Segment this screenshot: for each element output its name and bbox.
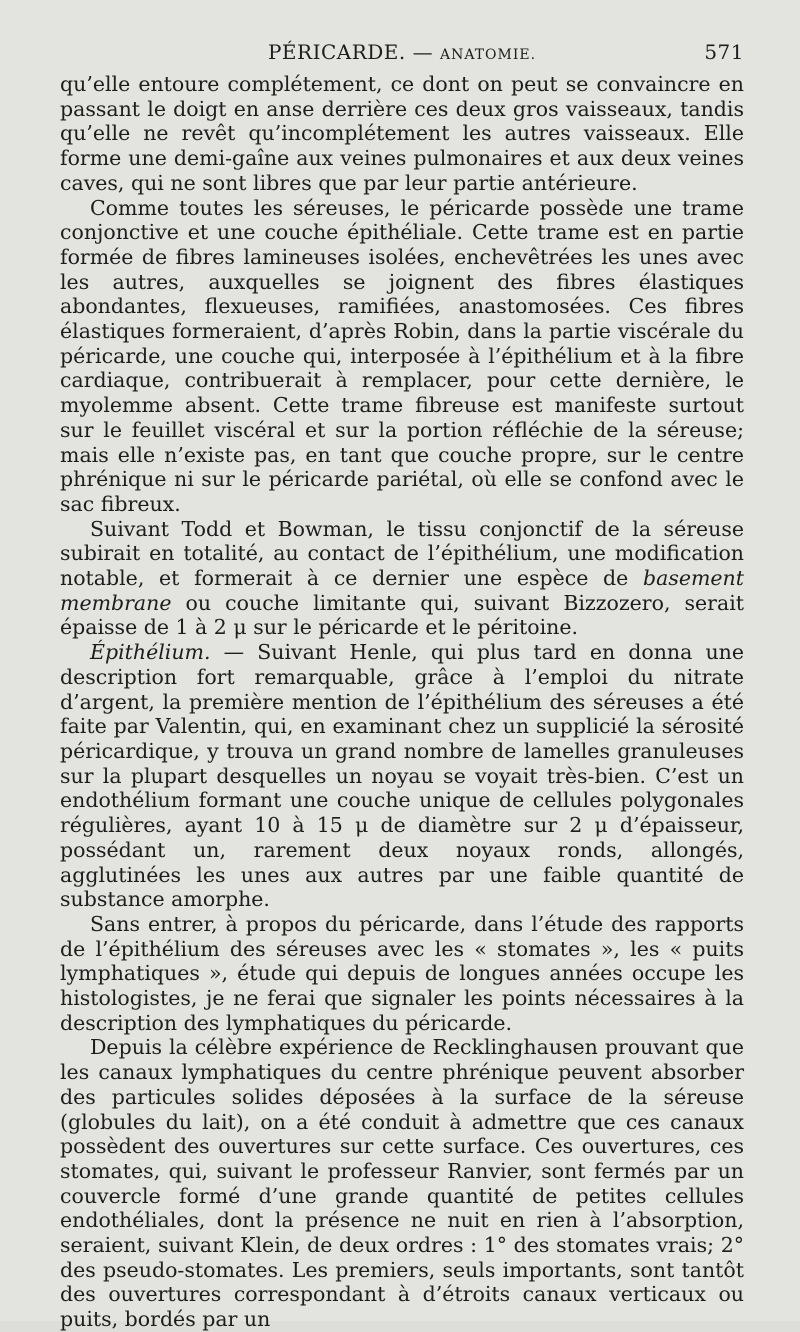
paragraph-5: Sans entrer, à propos du péricarde, dans l’étude des rapports de l’épithélium des séreuses avec les « stomates », les « puits lymphatiques », étude qui depuis de longues années occupe les histologistes, je ne ferai que signaler les points nécessaires à la description des lymphatiques du péricarde. [60, 911, 744, 1035]
paragraph-2: Comme toutes les séreuses, le péricarde possède une trame conjonctive et une couche épithéliale. Cette trame est en partie formée de fibres lamineuses isolées, enchevêtrées les unes avec les autres, auxquelles se joignent des fibres élastiques abondantes, flexueuses, ramifiées, anastomosées. Ces fibres élastiques formeraient, d’après Robin, dans la partie viscérale du péricarde, une couche qui, interposée à l’épithélium et à la fibre cardiaque, contribuerait à remplacer, pour cette dernière, le myolemme absent. Cette trame fibreuse est manifeste surtout sur le feuillet viscéral et sur la portion réfléchie de la séreuse; mais elle n’existe pas, en tant que couche propre, sur le centre phrénique ni sur le péricarde pariétal, où elle se confond avec le sac fibreux. [60, 195, 744, 516]
running-header [60, 30, 744, 72]
paragraph-1: qu’elle entoure complétement, ce dont on peut se convaincre en passant le doigt en anse derrière ces deux gros vaisseaux, tandis qu’elle ne revêt qu’incomplétement les autres vaisseaux. Elle forme une demi-gaîne aux veines pulmonaires et aux deux veines caves, qui ne sont libres que par leur partie antérieure. [60, 72, 744, 195]
running-title-section: ANATOMIE. [439, 47, 537, 63]
paragraph-4-text: — Suivant Henle, qui plus tard en donna une description fort remarquable, grâce à l’emploi du nitrate d’argent, la première mention de l’épithélium des séreuses a été faite par Valentin, qui, en examinant chez un supplicié la sérosité péricardique, y trouva un grand nombre de lamelles granuleuses sur la plupart desquelles un noyau se voyait très-bien. C’est un endothélium formant une couche unique de cellules polygonales régulières, ayant 10 à 15 μ de diamètre sur 2 μ d’épaisseur, possédant un, rarement deux noyaux ronds, allongés, agglutinées les unes aux autres par une faible quantité de substance amorphe. [60, 640, 744, 912]
running-title-main: PÉRICARDE. [267, 40, 406, 64]
paragraph-3-text-after: ou couche limitante qui, suivant Bizzozero, serait épaisse de 1 à 2 μ sur le péricarde et le péritoine. [60, 590, 744, 640]
paragraph-4 [60, 640, 744, 912]
running-title-dash: — [405, 40, 440, 64]
running-title [60, 40, 744, 64]
paragraph-3-text-before: Suivant Todd et Bowman, le tissu conjonctif de la séreuse subirait en totalité, au contact de l’épithélium, une modification notable, et formerait à ce dernier une espèce de [60, 516, 744, 591]
paragraph-3-emphasis: basement membrane [60, 566, 744, 615]
page-body [60, 72, 744, 1332]
paragraph-3 [60, 517, 744, 641]
paragraph-6: Depuis la célèbre expérience de Recklinghausen prouvant que les canaux lymphatiques du centre phrénique peuvent absorber des particules solides déposées à la surface de la séreuse (globules du lait), on a été conduit à admettre que ces canaux possèdent des ouvertures sur cette surface. Ces ouvertures, ces stomates, qui, suivant le professeur Ranvier, sont fermés par un couvercle formé d’une grande quantité de petites cellules endothéliales, dont la présence ne nuit en rien à l’absorption, seraient, suivant Klein, de deux ordres : 1° des stomates vrais; 2° des pseudo-stomates. Les premiers, seuls importants, sont tantôt des ouvertures correspondant à d’étroits canaux verticaux ou puits, bordés par un [60, 1035, 744, 1332]
page-number: 571 [704, 40, 744, 64]
paragraph-4-heading: Épithélium. [90, 640, 211, 665]
